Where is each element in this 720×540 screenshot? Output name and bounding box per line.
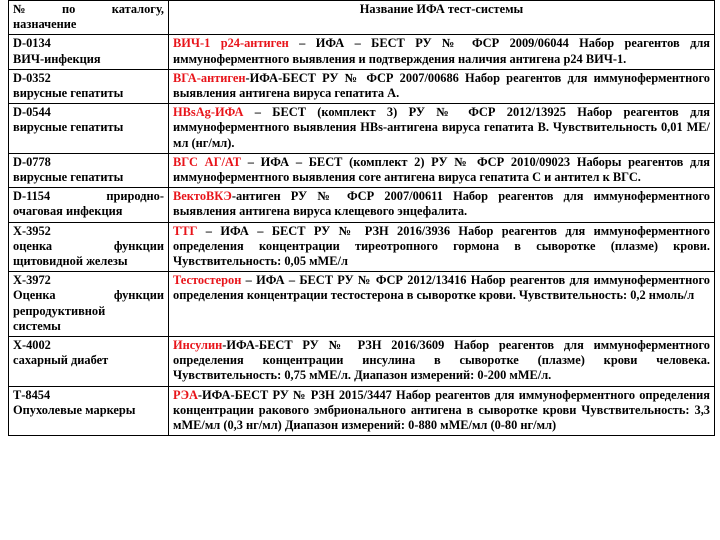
test-system-cell — [169, 35, 715, 69]
header-title-cell: Название ИФА тест-системы — [169, 1, 715, 35]
test-description: – БЕСТ (комплект 3) РУ № ФСР 2012/13925 Набор реагентов для иммуноферментного выявления HBs-антигена вируса гепатита В. Чувствительность 0,01 МЕ/мл (нг/мл). — [173, 105, 710, 150]
table-header-row — [9, 1, 715, 35]
test-description: -антиген РУ № ФСР 2007/00611 Набор реагентов для иммуноферментного выявления антигена вируса клещевого энцефалита. — [173, 189, 710, 219]
header-po: по — [61, 2, 76, 16]
catalog-code: D-0778 — [13, 154, 51, 169]
test-system-cell — [169, 153, 715, 187]
header-purpose: назначение — [13, 17, 77, 32]
catalog-code: D-0544 — [13, 105, 51, 120]
test-system-cell — [169, 69, 715, 103]
catalog-category-3: системы — [13, 318, 61, 333]
header-catalog: каталогу, — [111, 2, 164, 16]
test-description: -ИФА-БЕСТ РУ № РЗН 2016/3609 Набор реагентов для иммуноферментного определения концентрации инсулина в сыворотке (плазме) крови человека. Чувствительность: 0,75 мМЕ/л. Диапазон измерений: 0-200 мМЕ/л. — [173, 338, 710, 383]
test-name-highlight: ВектоВКЭ — [173, 189, 232, 204]
test-system-cell — [169, 104, 715, 154]
catalog-code: Х-3972 — [13, 273, 51, 288]
catalog-code: D-0134 — [13, 36, 51, 51]
test-description: – ИФА – БЕСТ РУ № РЗН 2016/3936 Набор реагентов для иммуноферментного определения концентрации тиреотропного гормона в сыворотке (плазме) крови. Чувствительность: 0,05 мМЕ/л — [173, 223, 710, 269]
catalog-category: вирусные гепатиты — [13, 86, 124, 101]
table-row — [9, 104, 715, 154]
catalog-category: вирусные гепатиты — [13, 120, 124, 135]
catalog-category-a: оценка — [13, 238, 53, 253]
catalog-code: D-0352 — [13, 70, 51, 85]
table-row — [9, 272, 715, 337]
test-description: -ИФА-БЕСТ РУ № РЗН 2015/3447 Набор реагентов для иммуноферментного определения концентрации ракового эмбрионального антигена в сыворотке крови Чувствительность: 3,3 мМЕ/мл (0,3 нг/мл) Диапазон измерений: 0-880 мМЕ/мл (0-80 нг/мл) — [173, 387, 710, 433]
catalog-cell — [9, 188, 169, 222]
catalog-cell — [9, 153, 169, 187]
table-row — [9, 337, 715, 387]
test-system-cell — [169, 386, 715, 436]
test-name-highlight: HBsAg-ИФА — [173, 105, 244, 120]
test-system-cell — [169, 222, 715, 272]
ifa-test-systems-table — [8, 0, 715, 436]
catalog-code-suffix: природно- — [106, 189, 164, 204]
test-description: – ИФА – БЕСТ РУ № ФСР 2009/06044 Набор реагентов для иммуноферментного выявления и подтверждения наличия антигена р24 ВИЧ-1. — [173, 36, 710, 66]
table-row — [9, 153, 715, 187]
catalog-cell — [9, 337, 169, 387]
catalog-category-b: функции — [113, 238, 164, 253]
catalog-category-2: репродуктивной — [13, 303, 106, 318]
catalog-code: Т-8454 — [13, 387, 51, 402]
test-system-cell — [169, 188, 715, 222]
header-num: № — [13, 2, 26, 16]
test-system-cell — [169, 272, 715, 337]
test-name-highlight: РЭА — [173, 387, 198, 402]
test-system-cell — [169, 337, 715, 387]
catalog-cell — [9, 35, 169, 69]
catalog-category: Опухолевые маркеры — [13, 402, 136, 417]
table-row — [9, 69, 715, 103]
catalog-code: D-1154 — [13, 189, 51, 204]
test-name-highlight: ВГС АГ/АТ — [173, 154, 242, 169]
catalog-category-a: Оценка — [13, 288, 56, 303]
test-name-highlight: Тестостерон — [173, 273, 242, 288]
catalog-category: сахарный диабет — [13, 353, 109, 368]
table-row — [9, 222, 715, 272]
catalog-cell — [9, 104, 169, 154]
test-description: – ИФА – БЕСТ РУ № ФСР 2012/13416 Набор реагентов для иммуноферментного определения концентрации тестостерона в сыворотке крови. Чувствительность: 0,2 нмоль/л — [173, 273, 710, 303]
catalog-category: ВИЧ-инфекция — [13, 51, 101, 66]
catalog-code: Х-4002 — [13, 338, 51, 353]
catalog-category: очаговая инфекция — [13, 204, 123, 219]
table-row — [9, 188, 715, 222]
catalog-category-2: щитовидной железы — [13, 254, 128, 269]
catalog-category-b: функции — [113, 288, 164, 303]
catalog-category: вирусные гепатиты — [13, 170, 124, 185]
catalog-code: Х-3952 — [13, 223, 51, 238]
catalog-cell — [9, 222, 169, 272]
header-catalog-cell — [9, 1, 169, 35]
test-description: -ИФА-БЕСТ РУ № ФСР 2007/00686 Набор реагентов для иммуноферментного выявления антигена вируса гепатита А. — [173, 70, 710, 101]
table-row — [9, 386, 715, 436]
test-name-highlight: ВГА-антиген — [173, 70, 246, 85]
catalog-cell — [9, 69, 169, 103]
test-name-highlight: ВИЧ-1 р24-антиген — [173, 36, 289, 51]
test-description: – ИФА – БЕСТ (комплект 2) РУ № ФСР 2010/09023 Наборы реагентов для иммуноферментного выявления core антигена вируса гепатита С и антител к ВГС. — [173, 154, 710, 185]
catalog-cell — [9, 272, 169, 337]
table-row — [9, 35, 715, 69]
catalog-cell — [9, 386, 169, 436]
test-name-highlight: ТТГ — [173, 223, 198, 238]
test-name-highlight: Инсулин — [173, 338, 223, 353]
